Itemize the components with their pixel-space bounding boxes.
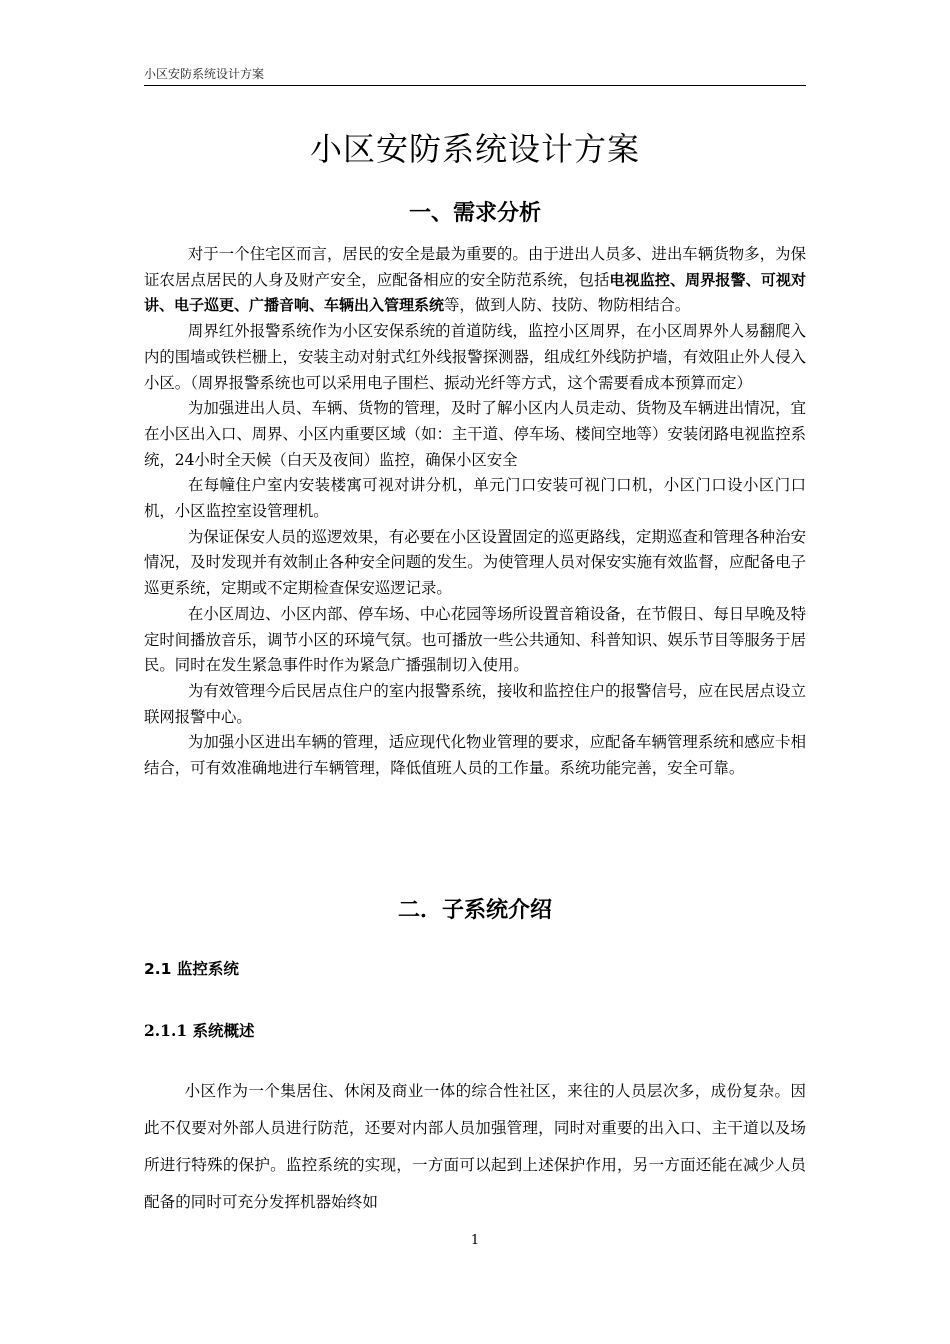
- overview-paragraph: 小区作为一个集居住、休闲及商业一体的综合性社区，来往的人员层次多，成份复杂。因此不仅要对外部人员进行防范，还要对内部人员加强管理，同时对重要的出入口、主干道以及场所进行特殊的保护。监控系统的实现，一方面可以起到上述保护作用，另一方面还能在减少人员配备的同时可充分发挥机器始终如: [144, 1082, 806, 1211]
- paragraph-patrol: 为保证保安人员的巡逻效果，有必要在小区设置固定的巡更路线，定期巡查和管理各种治安情况，及时发现并有效制止各种安全问题的发生。为使管理人员对保安实施有效监督，应配备电子巡更系统，定期或不定期检查保安巡逻记录。: [144, 527, 806, 598]
- intro-bold-systems: 电视监控、周界报警、可视对讲、电子巡更、广播音响、车辆出入管理系统: [144, 270, 806, 315]
- paragraph-intro: [144, 242, 806, 319]
- paragraph-broadcast: 在小区周边、小区内部、停车场、中心花园等场所设置音箱设备，在节假日、每日早晚及特定时间播放音乐，调节小区的环境气氛。也可播放一些公共通知、科普知识、娱乐节目等服务于居民。同时在发生紧急事件时作为紧急广播强制切入使用。: [144, 604, 806, 675]
- intro-text: 对于一个住宅区而言，居民的安全是最为重要的。由于进出人员多、进出车辆货物多，为保证农居点居民的人身及财产安全，应配备相应的安全防范系统，包括: [144, 245, 806, 289]
- intro-text-end: 等，做到人防、技防、物防相结合。: [444, 296, 691, 315]
- section-heading-requirements: 一、需求分析: [408, 201, 541, 226]
- paragraph-intercom: 在每幢住户室内安装楼寓可视对讲分机，单元门口安装可视门口机，小区门口设小区门口机，小区监控室设管理机。: [144, 476, 806, 521]
- section-heading-subsystems: 二．子系统介绍: [397, 898, 552, 923]
- requirements-body: [144, 242, 806, 782]
- subsubsection-heading-overview: 2.1.1 系统概述: [144, 1021, 255, 1040]
- paragraph-alarm-center: 为有效管理今后民居点住户的室内报警系统，接收和监控住户的报警信号，应在民居点设立联网报警中心。: [144, 681, 806, 726]
- running-header: 小区安防系统设计方案: [144, 66, 806, 86]
- paragraph-cctv: 为加强进出人员、车辆、货物的管理，及时了解小区内人员走动、货物及车辆进出情况，宜在小区出入口、周界、小区内重要区域（如：主干道、停车场、楼间空地等）安装闭路电视监控系统，24小时全天候（白天及夜间）监控，确保小区安全: [144, 399, 806, 469]
- page-number: 1: [470, 1233, 480, 1248]
- paragraph-perimeter: 周界红外报警系统作为小区安保系统的首道防线，监控小区周界，在小区周界外人易翻爬入内的围墙或铁栏栅上，安装主动对射式红外线报警探测器，组成红外线防护墙，有效阻止外人侵入小区。（周界报警系统也可以采用电子围栏、振动光纤等方式，这个需要看成本预算而定）: [144, 322, 806, 392]
- paragraph-vehicle: 为加强小区进出车辆的管理，适应现代化物业管理的要求，应配备车辆管理系统和感应卡相结合，可有效准确地进行车辆管理，降低值班人员的工作量。系统功能完善，安全可靠。: [144, 733, 806, 778]
- document-title: 小区安防系统设计方案: [309, 130, 640, 168]
- subsection-heading-monitoring: 2.1 监控系统: [144, 960, 239, 978]
